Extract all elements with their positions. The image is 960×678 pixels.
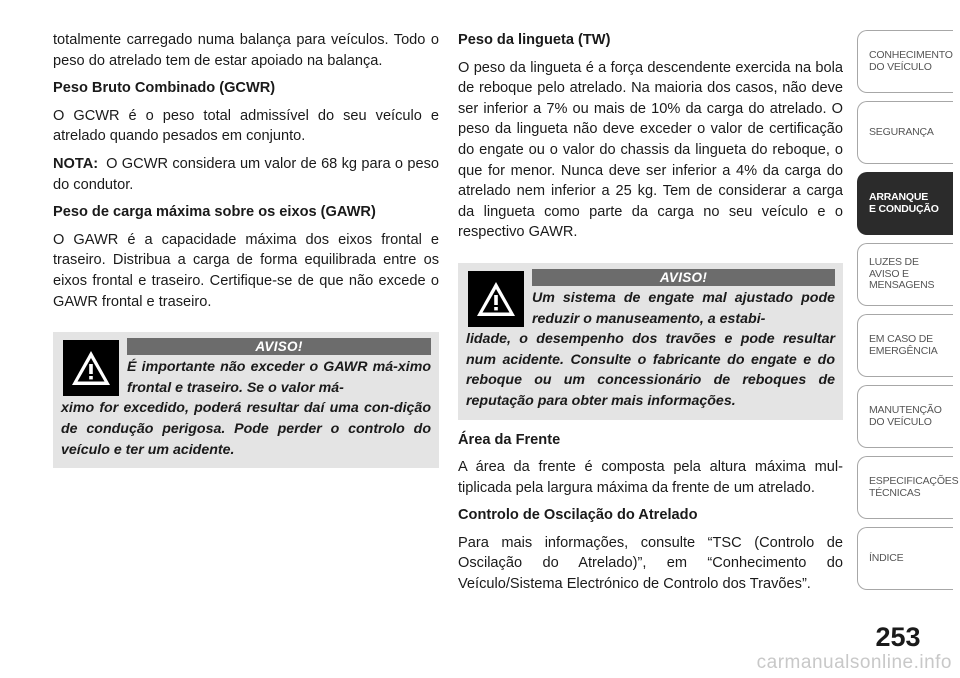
tab-label: ESPECIFICAÇÕES TÉCNICAS <box>869 475 959 499</box>
gawr-section <box>53 202 439 312</box>
warning-box-hitch <box>458 263 843 420</box>
left-column <box>53 30 439 478</box>
warning-text-rest: lidade, o desempenho dos travões e pode resultar num acidente. Consulte o fabricante do engate e do reboque ou um concessionário de reboques de reputação para obter mais informações. <box>466 331 835 409</box>
tab-label: EM CASO DE EMERGÊNCIA <box>869 333 938 357</box>
warning-title: AVISO! <box>127 338 431 355</box>
warning-text-rest: ximo for excedido, poderá resultar daí uma con-dição de condução perigosa. Pode perder o controlo do veículo e ter um acidente. <box>61 400 431 458</box>
warning-text-lead: É importante não exceder o GAWR má-ximo frontal e traseiro. Se o valor má- <box>127 359 431 396</box>
tab-label: LUZES DE AVISO E MENSAGENS <box>869 256 935 292</box>
tw-heading: Peso da lingueta (TW) <box>458 32 611 48</box>
area-heading: Área da Frente <box>458 431 561 448</box>
tab-em-caso-de-emergencia[interactable] <box>857 314 953 377</box>
tab-manutencao-do-veiculo[interactable] <box>857 385 953 448</box>
intro-paragraph: totalmente carregado numa balança para veículos. Todo o peso do atrelado tem de estar apoiado na balança. <box>53 32 439 69</box>
tab-indice[interactable] <box>857 527 953 590</box>
note-paragraph <box>53 154 439 195</box>
gcwr-text: O GCWR é o peso total admissível do seu veículo e atrelado quando pesados em conjunto. <box>53 107 439 145</box>
warning-box-gawr <box>53 332 439 468</box>
warning-triangle-icon <box>63 340 119 396</box>
tab-conhecimento-do-veiculo[interactable] <box>857 30 953 93</box>
warning-title: AVISO! <box>532 269 835 286</box>
tab-label: ARRANQUE E CONDUÇÃO <box>869 191 939 215</box>
tw-text: O peso da lingueta é a força descendente exercida na bola de reboque pelo atrelado. Na maioria dos casos, não deve ser inferior a 7% ou mais de 10% da carga do atrelado. O peso da lingueta não deve exceder o valor de certificação do engate ou o valor do chassis da lingueta do reboque, o que for menor. Nunca deve ser inferior a 4% da carga do atrelado nem inferior a 25 kg. Tem de considerar a carga da lingueta como parte da carga no seu veículo e o respectivo GAWR. <box>458 59 843 241</box>
warning-triangle-icon <box>468 271 524 327</box>
tab-seguranca[interactable] <box>857 101 953 164</box>
tab-label: CONHECIMENTO DO VEÍCULO <box>869 49 953 73</box>
sway-heading: Controlo de Oscilação do Atrelado <box>458 507 698 524</box>
sway-section <box>458 505 843 594</box>
gcwr-section <box>53 78 439 147</box>
tab-label: SEGURANÇA <box>869 125 934 138</box>
tab-label: MANUTENÇÃO DO VEÍCULO <box>869 404 942 428</box>
gcwr-heading: Peso Bruto Combinado (GCWR) <box>53 80 276 97</box>
sway-text: Para mais informações, consulte “TSC (Controlo de Oscilação do Atrelado)”, em “Conhecimento do Veículo/Sistema Electrónico de Controlo dos Travões”. <box>458 534 843 593</box>
note-label: NOTA: <box>53 155 99 172</box>
gawr-text: O GAWR é a capacidade máxima dos eixos frontal e traseiro. Distribua a carga de forma equilibrada entre os eixos frontal e traseiro. Certifique-se de que não excede o GAWR frontal e traseiro. <box>53 231 439 310</box>
tab-especificacoes-tecnicas[interactable] <box>857 456 959 519</box>
tab-arranque-e-conducao[interactable] <box>857 172 953 235</box>
watermark: carmanualsonline.info <box>756 652 952 673</box>
warning-text-lead: Um sistema de engate mal ajustado pode reduzir o manuseamento, a estabi- <box>532 289 835 327</box>
tab-label: ÍNDICE <box>869 551 904 564</box>
area-section <box>458 430 843 499</box>
tw-section <box>458 30 843 243</box>
area-text: A área da frente é composta pela altura máxima mul-tiplicada pela largura máxima da frente de um atrelado. <box>458 459 843 496</box>
chapter-tabs <box>857 30 959 598</box>
page-number: 253 <box>875 622 921 652</box>
tab-luzes-de-aviso[interactable] <box>857 243 953 306</box>
right-column <box>458 30 843 602</box>
gawr-heading: Peso de carga máxima sobre os eixos (GAWR) <box>53 204 376 221</box>
note-text: O GCWR considera um valor de 68 kg para o peso do condutor. <box>53 155 439 193</box>
